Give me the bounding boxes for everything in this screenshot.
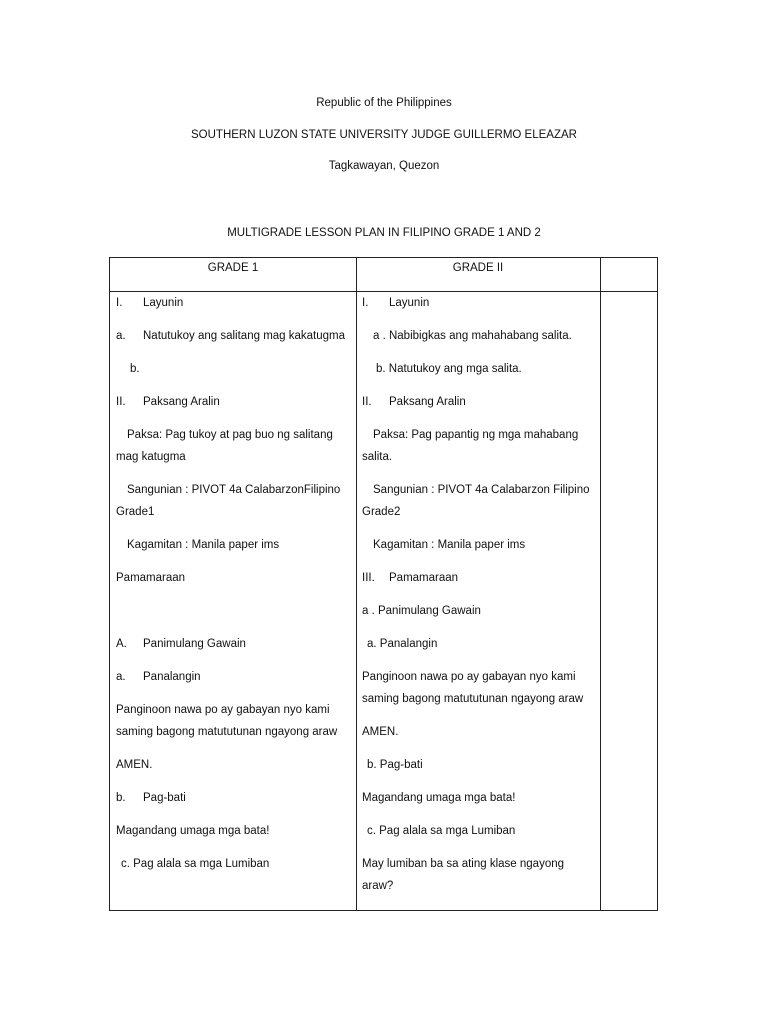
location-line: Tagkawayan, Quezon [328,160,440,172]
amen-text: AMEN. [116,759,153,771]
column-divider [600,258,601,910]
grade2-column-header: GRADE II [452,262,504,274]
pagbati-heading: b. Pag-bati [367,759,423,771]
panalangin-heading: a. Panalangin [116,671,201,683]
column-divider [356,258,357,910]
paksa-text: Paksa: Pag papantig ng mga mahabang salita. [362,429,579,463]
kagamitan-text: Kagamitan : Manila paper ims [127,539,280,551]
objective-b: b. Natutukoy ang mga salita. [376,363,522,375]
university-line: SOUTHERN LUZON STATE UNIVERSITY JUDGE GUILLERMO ELEAZAR [191,129,577,141]
greeting-text: Magandang umaga mga bata! [116,825,270,837]
panimula-heading: a . Panimulang Gawain [362,605,481,617]
prayer-text: Panginoon nawa po ay gabayan nyo kami saming bagong matututunan ngayong araw [116,704,338,738]
lesson-plan-table [109,257,658,911]
sangunian-text: Sangunian : PIVOT 4a Calabarzon Filipino Grade2 [362,484,590,518]
pamamaraan-heading: III. Pamamaraan [362,572,459,584]
republic-line: Republic of the Philippines [316,97,452,109]
layunin-heading: I. Layunin [116,297,184,309]
absence-question: May lumiban ba sa ating klase ngayong araw? [362,858,565,892]
panimula-heading: A. Panimulang Gawain [116,638,246,650]
sangunian-text: Sangunian : PIVOT 4a CalabarzonFilipino Grade1 [116,484,341,518]
paksang-heading: II. Paksang Aralin [362,396,466,408]
lumiban-heading: c. Pag alala sa mga Lumiban [367,825,516,837]
objective-a: a . Nabibigkas ang mahahabang salita. [373,330,572,342]
grade2-cell [362,292,594,908]
objective-b: b. [130,363,140,375]
grade1-column-header: GRADE 1 [207,262,259,274]
kagamitan-text: Kagamitan : Manila paper ims [373,539,526,551]
greeting-text: Magandang umaga mga bata! [362,792,516,804]
panalangin-heading: a. Panalangin [367,638,438,650]
layunin-heading: I. Layunin [362,297,430,309]
paksa-text: Paksa: Pag tukoy at pag buo ng salitang mag katugma [116,429,333,463]
pamamaraan-heading: Pamamaraan [116,572,186,584]
objective-a: a. Natutukoy ang salitang mag kakatugma [116,330,346,342]
pagbati-heading: b. Pag-bati [116,792,186,804]
paksang-heading: II. Paksang Aralin [116,396,220,408]
grade1-cell [116,292,348,886]
prayer-text: Panginoon nawa po ay gabayan nyo kami saming bagong matututunan ngayong araw [362,671,584,705]
lumiban-heading: c. Pag alala sa mga Lumiban [121,858,270,870]
amen-text: AMEN. [362,726,399,738]
document-title: MULTIGRADE LESSON PLAN IN FILIPINO GRADE 1 AND 2 [227,227,541,239]
